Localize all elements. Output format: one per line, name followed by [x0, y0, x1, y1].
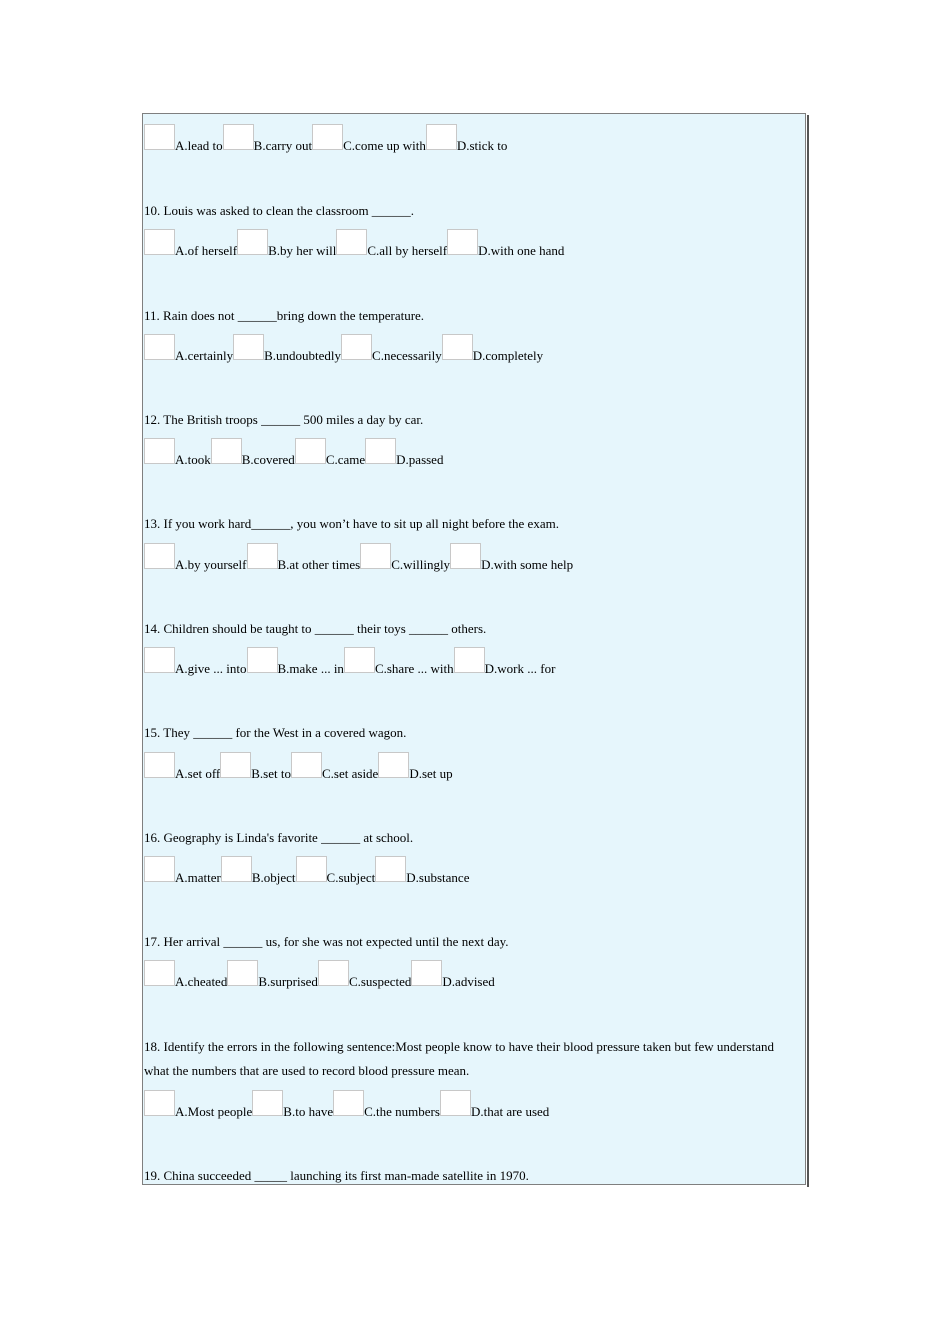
option-13-d: D.with some help	[481, 557, 574, 572]
option-15-d: D.set up	[409, 766, 453, 781]
checkbox-17-a[interactable]	[144, 960, 175, 986]
question-17-options	[144, 960, 805, 989]
option-13-b: B.at other times	[277, 557, 361, 572]
question-16-stem: 16. Geography is Linda's favorite ______ at school.	[144, 830, 414, 845]
option-11-b: B.undoubtedly	[264, 348, 342, 363]
checkbox-11-b[interactable]	[233, 334, 264, 360]
checkbox-11-c[interactable]	[341, 334, 372, 360]
question-14-stem: 14. Children should be taught to ______ their toys ______ others.	[144, 621, 487, 636]
question-16-options	[144, 856, 805, 885]
checkbox-9-d[interactable]	[426, 124, 457, 150]
question-19-stem: 19. China succeeded _____ launching its first man-made satellite in 1970.	[144, 1168, 529, 1183]
checkbox-14-d[interactable]	[454, 647, 485, 673]
question-18-stem: 18. Identify the errors in the following sentence:Most people know to have their blood pressure taken but few understand what the numbers that are used to record blood pressure mean.	[144, 1039, 774, 1078]
option-14-a: A.give ... into	[175, 661, 247, 676]
option-18-c: C.the numbers	[364, 1104, 440, 1119]
checkbox-10-d[interactable]	[447, 229, 478, 255]
option-10-b: B.by her will	[268, 243, 337, 258]
checkbox-16-a[interactable]	[144, 856, 175, 882]
checkbox-16-d[interactable]	[375, 856, 406, 882]
checkbox-18-c[interactable]	[333, 1090, 364, 1116]
question-11-stem: 11. Rain does not ______bring down the temperature.	[144, 308, 425, 323]
checkbox-16-c[interactable]	[296, 856, 327, 882]
checkbox-10-b[interactable]	[237, 229, 268, 255]
checkbox-13-c[interactable]	[360, 543, 391, 569]
checkbox-13-a[interactable]	[144, 543, 175, 569]
checkbox-12-a[interactable]	[144, 438, 175, 464]
question-17-stem: 17. Her arrival ______ us, for she was not expected until the next day.	[144, 934, 509, 949]
question-10-stem: 10. Louis was asked to clean the classroom ______.	[144, 203, 415, 218]
option-9-c: C.come up with	[343, 138, 426, 153]
question-15-options	[144, 752, 805, 781]
checkbox-9-b[interactable]	[223, 124, 254, 150]
option-17-c: C.suspected	[348, 974, 412, 989]
option-15-b: B.set to	[251, 766, 291, 781]
question-9-options	[144, 124, 805, 153]
checkbox-16-b[interactable]	[221, 856, 252, 882]
option-10-c: C.all by herself	[367, 243, 448, 258]
checkbox-13-b[interactable]	[247, 543, 278, 569]
checkbox-15-a[interactable]	[144, 752, 175, 778]
option-18-a: A.Most people	[175, 1104, 253, 1119]
option-14-b: B.make ... in	[277, 661, 344, 676]
panel-shadow	[807, 115, 809, 1187]
question-12-stem: 12. The British troops ______ 500 miles a day by car.	[144, 412, 424, 427]
checkbox-11-d[interactable]	[442, 334, 473, 360]
checkbox-10-a[interactable]	[144, 229, 175, 255]
checkbox-11-a[interactable]	[144, 334, 175, 360]
checkbox-12-b[interactable]	[211, 438, 242, 464]
checkbox-18-b[interactable]	[252, 1090, 283, 1116]
option-10-d: D.with one hand	[478, 243, 565, 258]
checkbox-15-b[interactable]	[220, 752, 251, 778]
option-9-d: D.stick to	[456, 138, 508, 153]
option-9-b: B.carry out	[253, 138, 313, 153]
checkbox-17-d[interactable]	[411, 960, 442, 986]
option-9-a: A.lead to	[175, 138, 223, 153]
question-13-stem: 13. If you work hard______, you won’t have to sit up all night before the exam.	[144, 516, 559, 531]
question-18-options	[144, 1090, 805, 1119]
checkbox-14-b[interactable]	[247, 647, 278, 673]
option-11-a: A.certainly	[175, 348, 234, 363]
question-11-options	[144, 334, 805, 363]
option-13-c: C.willingly	[391, 557, 451, 572]
option-12-b: B.covered	[241, 452, 295, 467]
option-13-a: A.by yourself	[175, 557, 247, 572]
checkbox-17-b[interactable]	[227, 960, 258, 986]
option-12-d: D.passed	[396, 452, 444, 467]
option-12-a: A.took	[175, 452, 211, 467]
checkbox-9-c[interactable]	[312, 124, 343, 150]
option-16-b: B.object	[251, 870, 296, 885]
checkbox-10-c[interactable]	[336, 229, 367, 255]
checkbox-14-a[interactable]	[144, 647, 175, 673]
question-12-options	[144, 438, 805, 467]
option-15-c: C.set aside	[322, 766, 379, 781]
option-16-d: D.substance	[406, 870, 470, 885]
option-18-d: D.that are used	[470, 1104, 550, 1119]
option-11-c: C.necessarily	[372, 348, 442, 363]
checkbox-17-c[interactable]	[318, 960, 349, 986]
checkbox-9-a[interactable]	[144, 124, 175, 150]
option-16-a: A.matter	[175, 870, 221, 885]
question-14-options	[144, 647, 805, 676]
checkbox-13-d[interactable]	[450, 543, 481, 569]
option-17-a: A.cheated	[175, 974, 228, 989]
option-16-c: C.subject	[326, 870, 376, 885]
question-13-options	[144, 543, 805, 572]
option-10-a: A.of herself	[175, 243, 238, 258]
checkbox-15-c[interactable]	[291, 752, 322, 778]
option-18-b: B.to have	[283, 1104, 334, 1119]
option-14-d: D.work ... for	[484, 661, 556, 676]
checkbox-12-c[interactable]	[295, 438, 326, 464]
question-15-stem: 15. They ______ for the West in a covered wagon.	[144, 725, 407, 740]
option-12-c: C.came	[325, 452, 366, 467]
question-panel	[142, 113, 806, 1185]
option-17-b: B.surprised	[258, 974, 318, 989]
checkbox-15-d[interactable]	[378, 752, 409, 778]
option-11-d: D.completely	[472, 348, 544, 363]
question-10-options	[144, 229, 805, 258]
option-14-c: C.share ... with	[374, 661, 454, 676]
checkbox-12-d[interactable]	[365, 438, 396, 464]
option-17-d: D.advised	[442, 974, 495, 989]
checkbox-18-a[interactable]	[144, 1090, 175, 1116]
checkbox-18-d[interactable]	[440, 1090, 471, 1116]
option-15-a: A.set off	[175, 766, 221, 781]
checkbox-14-c[interactable]	[344, 647, 375, 673]
